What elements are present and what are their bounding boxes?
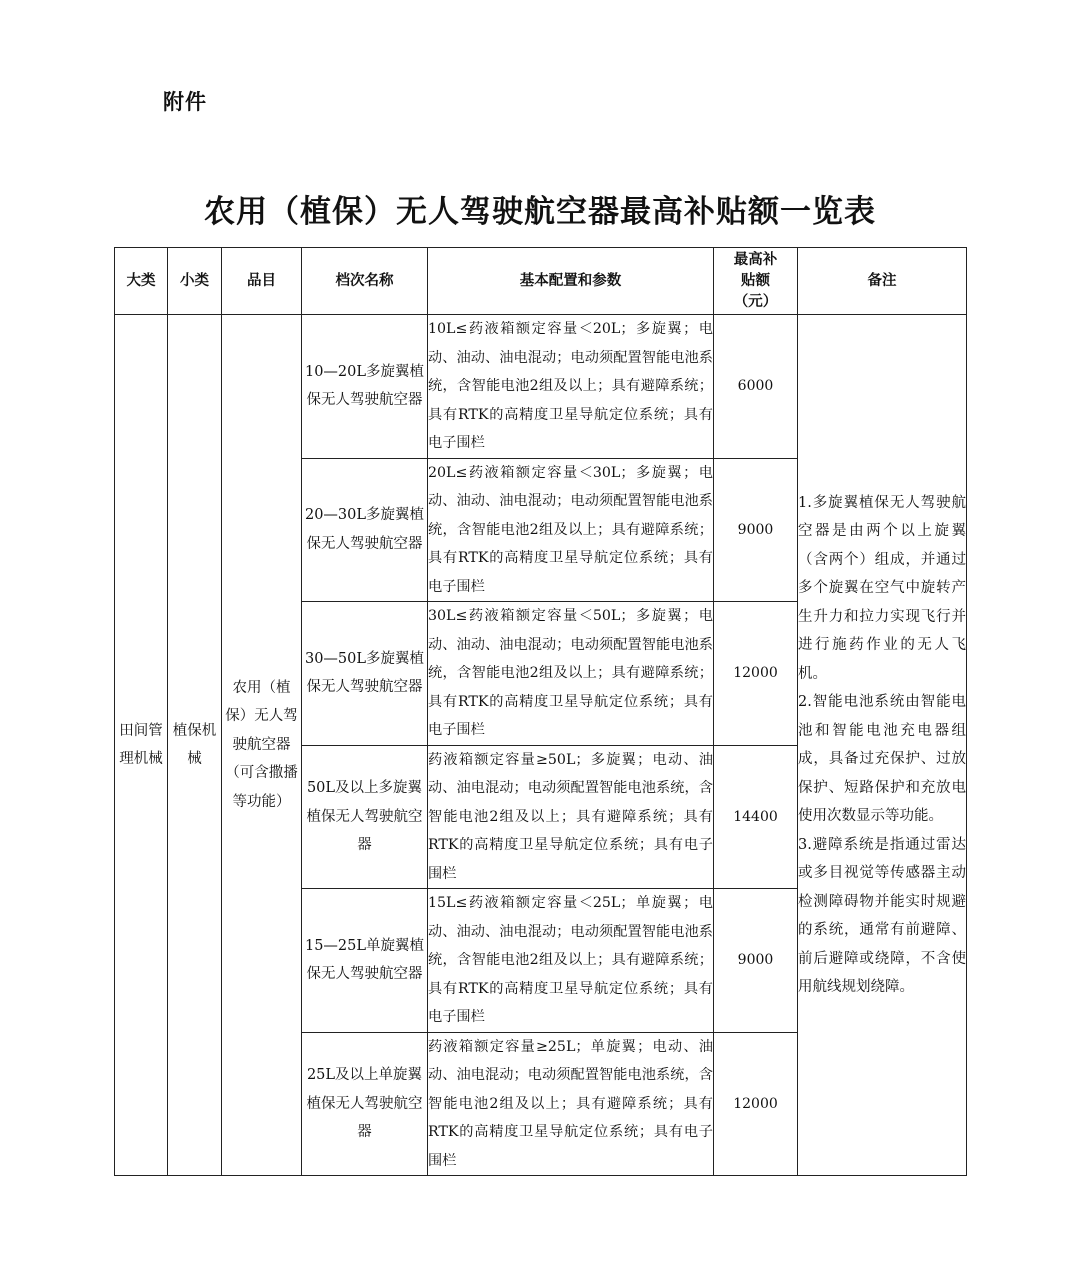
amount-cell: 9000 [714, 458, 798, 602]
spec-cell: 30L≤药液箱额定容量＜50L；多旋翼；电动、油动、油电混动；电动须配置智能电池系统，含智能电池2组及以上；具有避障系统；具有RTK的高精度卫星导航定位系统；具有电子围栏 [428, 602, 714, 746]
header-item: 品目 [222, 248, 302, 315]
header-tier: 档次名称 [302, 248, 428, 315]
tier-cell: 20—30L多旋翼植保无人驾驶航空器 [302, 458, 428, 602]
spec-cell: 20L≤药液箱额定容量＜30L；多旋翼；电动、油动、油电混动；电动须配置智能电池系统，含智能电池2组及以上；具有避障系统；具有RTK的高精度卫星导航定位系统；具有电子围栏 [428, 458, 714, 602]
header-amount: 最高补贴额（元） [714, 248, 798, 315]
tier-cell: 50L及以上多旋翼植保无人驾驶航空器 [302, 745, 428, 889]
page-title: 农用（植保）无人驾驶航空器最高补贴额一览表 [204, 194, 876, 230]
spec-cell: 药液箱额定容量≥25L；单旋翼；电动、油动、油电混动；电动须配置智能电池系统，含智能电池2组及以上；具有避障系统；具有RTK的高精度卫星导航定位系统；具有电子围栏 [428, 1032, 714, 1176]
amount-cell: 9000 [714, 889, 798, 1033]
table-row [115, 315, 967, 459]
header-note: 备注 [798, 248, 967, 315]
note-item: 2.智能电池系统由智能电池和智能电池充电器组成，具备过充保护、过放保护、短路保护和充放电使用次数显示等功能。 [798, 694, 966, 824]
tier-cell: 15—25L单旋翼植保无人驾驶航空器 [302, 889, 428, 1033]
amount-cell: 14400 [714, 745, 798, 889]
header-row [115, 248, 967, 315]
amount-cell: 6000 [714, 315, 798, 459]
header-minor-category: 小类 [168, 248, 222, 315]
minor-category-cell: 植保机械 [168, 315, 222, 1176]
item-cell: 农用（植保）无人驾驶航空器（可含撒播等功能） [222, 315, 302, 1176]
tier-cell: 10—20L多旋翼植保无人驾驶航空器 [302, 315, 428, 459]
note-item: 1.多旋翼植保无人驾驶航空器是由两个以上旋翼（含两个）组成，并通过多个旋翼在空气中旋转产生升力和拉力实现飞行并进行施药作业的无人飞机。 [798, 494, 966, 682]
subsidy-table [114, 247, 967, 1176]
tier-cell: 30—50L多旋翼植保无人驾驶航空器 [302, 602, 428, 746]
note-item: 3.避障系统是指通过雷达或多目视觉等传感器主动检测障碍物并能实时规避的系统，通常有前避障、前后避障或绕障，不含使用航线规划绕障。 [798, 836, 966, 995]
amount-cell: 12000 [714, 1032, 798, 1176]
notes-cell [798, 315, 967, 1176]
spec-cell: 10L≤药液箱额定容量＜20L；多旋翼；电动、油动、油电混动；电动须配置智能电池系统，含智能电池2组及以上；具有避障系统；具有RTK的高精度卫星导航定位系统；具有电子围栏 [428, 315, 714, 459]
header-major-category: 大类 [115, 248, 168, 315]
major-category-cell: 田间管理机械 [115, 315, 168, 1176]
spec-cell: 药液箱额定容量≥50L；多旋翼；电动、油动、油电混动；电动须配置智能电池系统，含智能电池2组及以上；具有避障系统；具有RTK的高精度卫星导航定位系统；具有电子围栏 [428, 745, 714, 889]
attachment-label: 附件 [163, 90, 207, 114]
header-spec: 基本配置和参数 [428, 248, 714, 315]
tier-cell: 25L及以上单旋翼植保无人驾驶航空器 [302, 1032, 428, 1176]
amount-cell: 12000 [714, 602, 798, 746]
spec-cell: 15L≤药液箱额定容量＜25L；单旋翼；电动、油动、油电混动；电动须配置智能电池系统，含智能电池2组及以上；具有避障系统；具有RTK的高精度卫星导航定位系统；具有电子围栏 [428, 889, 714, 1033]
